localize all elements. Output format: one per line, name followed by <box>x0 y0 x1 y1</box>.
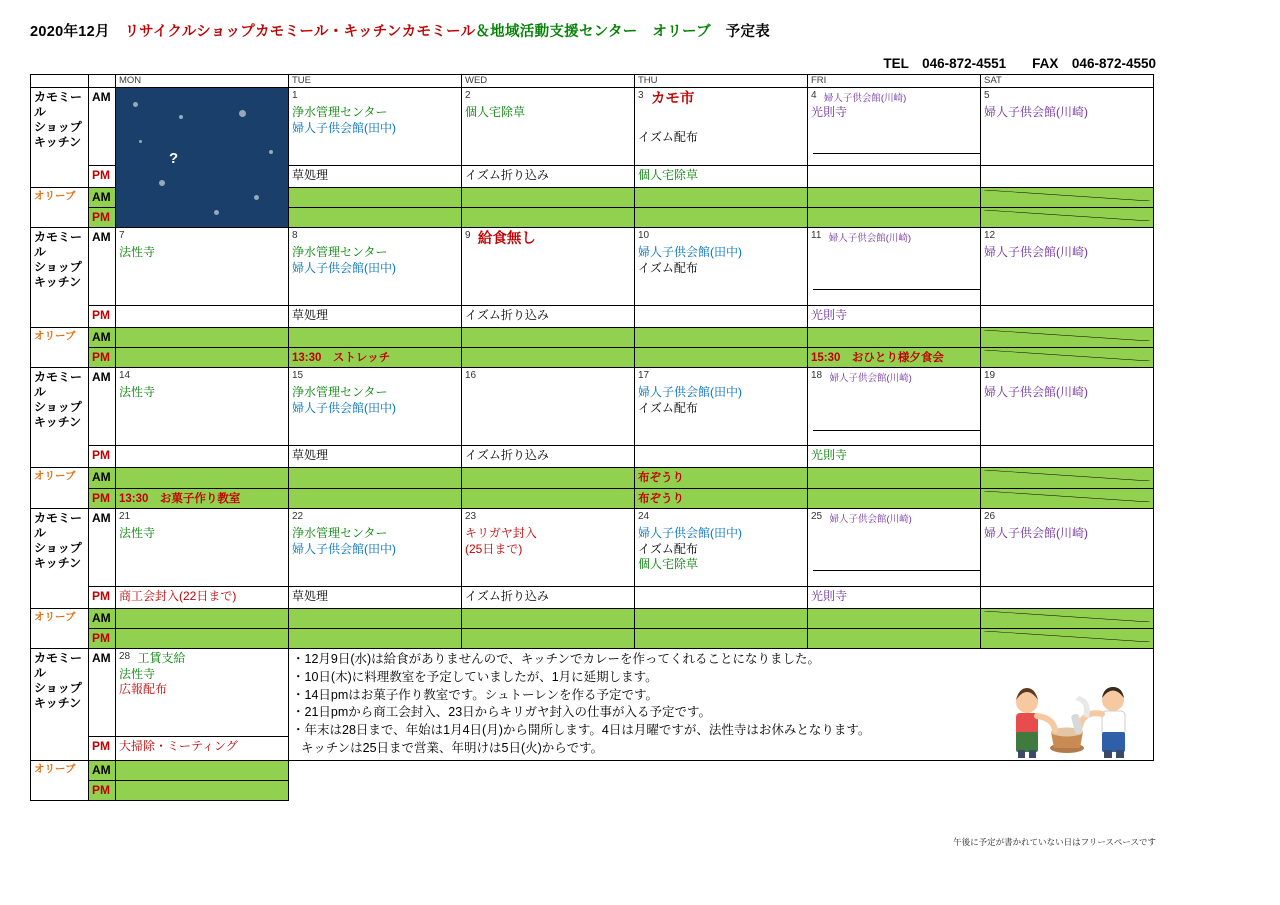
event-text: イズム配布 <box>638 541 698 556</box>
cell-pm-w2-thu <box>635 306 808 328</box>
cell-olive-pm-w4-thu <box>635 629 808 649</box>
cell-pm-w2-sat <box>981 306 1154 328</box>
cell-olive-pm-w3-mon <box>116 488 289 508</box>
event-text: 15:30 おひとり様夕食会 <box>811 352 944 364</box>
event-text: 法性寺 <box>119 385 156 400</box>
event-text: 婦人子供会館(田中) <box>638 385 742 400</box>
cell-olive-am-w3-sat <box>981 468 1154 488</box>
event-text: 婦人子供会館(田中) <box>292 541 396 556</box>
cell-am-w4-fri <box>808 509 981 587</box>
ampm-am-w3: AM <box>89 368 116 446</box>
header-wed: WED <box>462 75 635 88</box>
cell-pm-w4-thu <box>635 587 808 609</box>
header-fri: FRI <box>808 75 981 88</box>
cell-pm-w1-fri <box>808 166 981 188</box>
footnote-text: 午後に予定が書かれていない日はフリースペースです <box>953 837 1156 847</box>
event-text: 婦人子供会館(川崎) <box>823 93 907 104</box>
day-number: 5 <box>984 90 990 101</box>
event-text: 浄水管理センター <box>292 105 388 119</box>
cell-olive-pm-w4-sat <box>981 629 1154 649</box>
cell-olive-pm-w4-tue <box>289 629 462 649</box>
page-title-suffix: 予定表 <box>725 24 771 40</box>
cell-olive-pm-w1-tue <box>289 208 462 228</box>
row-label-olive-w3: オリーブ <box>31 468 89 509</box>
event-text: 大掃除・ミーティング <box>119 739 238 754</box>
day-number: 3 <box>638 90 644 101</box>
note-item: ・14日pmはお菓子作り教室です。シュトーレンを作る予定です。 <box>292 687 658 702</box>
cell-am-w3-tue <box>289 368 462 446</box>
cell-pm-w3-mon <box>116 446 289 468</box>
day-number: 22 <box>292 511 304 523</box>
fax-number: FAX 046-872-4550 <box>1032 56 1156 71</box>
blank-filler-area <box>289 760 1154 800</box>
week-3-pm-row <box>31 446 1154 468</box>
event-text: 光則寺 <box>811 589 848 604</box>
note-item: ・年末は28日まで、年始は1月4日(月)から開所します。4日は月曜ですが、法性寺はお休みとなります。 <box>292 723 871 738</box>
cell-pm-w3-thu <box>635 446 808 468</box>
cell-pm-w1-tue <box>289 166 462 188</box>
ampm-pm-w4: PM <box>89 587 116 609</box>
cell-olive-pm-w3-thu <box>635 488 808 508</box>
event-text: 草処理 <box>292 448 329 463</box>
day-number: 26 <box>984 511 996 523</box>
cell-pm-w4-sat <box>981 587 1154 609</box>
cell-am-w2-thu <box>635 228 808 306</box>
cell-olive-am-w2-fri <box>808 328 981 348</box>
week-4-am-row <box>31 509 1154 587</box>
header-blank-label <box>31 75 89 88</box>
row-label-olive-w4: オリーブ <box>31 609 89 649</box>
cell-pm-w1-thu <box>635 166 808 188</box>
cell-olive-pm-w4-fri <box>808 629 981 649</box>
event-text: 工賃支給 <box>137 651 186 666</box>
cell-pm-w5-mon <box>116 737 289 761</box>
note-item: ・12月9日(水)は給食がありませんので、キッチンでカレーを作ってくれることになりました。 <box>292 652 821 667</box>
cell-olive-am-w1-fri <box>808 188 981 208</box>
cell-olive-pm-w2-tue <box>289 348 462 368</box>
event-text: イズム折り込み <box>465 168 549 182</box>
cell-pm-w1-wed <box>462 166 635 188</box>
ampm-pm-olive-w2: PM <box>89 348 116 368</box>
cell-olive-am-w1-tue <box>289 188 462 208</box>
day-number: 19 <box>984 370 996 382</box>
day-number: 25 <box>811 511 823 523</box>
cell-am-w1-fri <box>808 88 981 166</box>
row-label-kamomiru-w3: カモミール ショップ キッチン <box>31 368 89 468</box>
cell-am-w3-fri <box>808 368 981 446</box>
event-text: イズム配布 <box>638 400 698 415</box>
cell-pm-w3-wed <box>462 446 635 468</box>
cell-olive-am-w4-sat <box>981 609 1154 629</box>
cell-pm-w3-sat <box>981 446 1154 468</box>
note-item: ・10日(木)に料理教室を予定していましたが、1月に延期します。 <box>292 669 658 684</box>
event-text: 浄水管理センター <box>292 526 388 541</box>
cell-olive-pm-w2-mon <box>116 348 289 368</box>
ampm-pm-olive-w4: PM <box>89 629 116 649</box>
day-number: 8 <box>292 230 298 241</box>
event-text: 個人宅除草 <box>638 168 699 182</box>
event-text: イズム折り込み <box>465 308 549 322</box>
cell-olive-pm-w3-wed <box>462 488 635 508</box>
note-item: ・21日pmから商工会封入、23日からキリガヤ封入の仕事が入る予定です。 <box>292 705 712 720</box>
cell-olive-am-w3-fri <box>808 468 981 488</box>
row-label-kamomiru-w4: カモミール ショップ キッチン <box>31 509 89 609</box>
event-text: 婦人子供会館(川崎) <box>984 526 1088 541</box>
cell-am-w3-sat <box>981 368 1154 446</box>
event-text: 個人宅除草 <box>638 557 699 572</box>
cell-am-w4-thu <box>635 509 808 587</box>
cell-olive-pm-w2-fri <box>808 348 981 368</box>
day-number: 16 <box>465 370 477 382</box>
event-text: イズム折り込み <box>465 448 549 463</box>
cell-olive-am-w4-mon <box>116 609 289 629</box>
event-text: 草処理 <box>292 308 329 322</box>
cell-olive-am-w4-wed <box>462 609 635 629</box>
day-number: 17 <box>638 370 650 382</box>
cell-olive-pm-w5-mon <box>116 780 289 800</box>
cell-olive-am-w3-thu <box>635 468 808 488</box>
day-number: 2 <box>465 90 471 101</box>
event-text: 浄水管理センター <box>292 385 388 400</box>
cell-olive-pm-w3-tue <box>289 488 462 508</box>
event-text: 婦人子供会館(川崎) <box>984 105 1088 119</box>
cell-pm-w2-fri <box>808 306 981 328</box>
cell-am-w2-sat <box>981 228 1154 306</box>
cell-pm-w4-wed <box>462 587 635 609</box>
day-number: 11 <box>811 230 822 241</box>
day-number: 28 <box>119 651 131 663</box>
cell-olive-am-w3-wed <box>462 468 635 488</box>
two-people-with-mortar-illustration <box>995 680 1145 758</box>
event-text: 婦人子供会館(川崎) <box>828 233 912 244</box>
schedule-table <box>30 74 1154 801</box>
event-text: 婦人子供会館(田中) <box>638 526 742 541</box>
event-text: 婦人子供会館(田中) <box>638 245 742 259</box>
cell-pm-w4-tue <box>289 587 462 609</box>
event-text: 婦人子供会館(田中) <box>292 260 396 275</box>
duration-arrow-icon <box>811 424 977 438</box>
event-text: 個人宅除草 <box>465 105 526 119</box>
event-text: イズム配布 <box>638 260 698 275</box>
cell-am-w1-wed <box>462 88 635 166</box>
ampm-pm-olive-w5: PM <box>89 780 116 800</box>
cell-am-w4-sat <box>981 509 1154 587</box>
event-text: 婦人子供会館(川崎) <box>984 385 1088 400</box>
cell-pm-w1-sat <box>981 166 1154 188</box>
page-title-center: ＆地域活動支援センター オリーブ <box>475 24 726 40</box>
week-5-olive-am-row <box>31 760 1154 780</box>
event-text: 法性寺 <box>119 245 156 259</box>
day-number: 23 <box>465 511 477 523</box>
cell-olive-am-w3-tue <box>289 468 462 488</box>
day-number: 10 <box>638 230 650 241</box>
row-label-kamomiru-w5: カモミール ショップ キッチン <box>31 649 89 761</box>
cell-am-w2-wed <box>462 228 635 306</box>
cell-am-w1-sat <box>981 88 1154 166</box>
day-number: 15 <box>292 370 304 382</box>
day-number: 14 <box>119 370 131 382</box>
cell-olive-pm-w3-fri <box>808 488 981 508</box>
event-text: 浄水管理センター <box>292 245 388 259</box>
cell-olive-pm-w1-sat <box>981 208 1154 228</box>
week-5-am-row <box>31 649 1154 737</box>
event-text: 広報配布 <box>119 682 168 697</box>
cell-olive-pm-w4-mon <box>116 629 289 649</box>
cell-am-w3-mon <box>116 368 289 446</box>
event-text: 13:30 お菓子作り教室 <box>119 492 241 505</box>
ampm-pm-w1: PM <box>89 166 116 188</box>
ampm-am-olive-w2: AM <box>89 328 116 348</box>
week-3-olive-am-row <box>31 468 1154 488</box>
cell-olive-am-w4-thu <box>635 609 808 629</box>
ampm-pm-olive-w3: PM <box>89 488 116 508</box>
event-text: 給食無し <box>477 231 536 247</box>
week-3-am-row <box>31 368 1154 446</box>
event-text: キリガヤ封入 <box>465 526 537 541</box>
duration-arrow-icon <box>811 147 977 161</box>
cell-am-w4-mon <box>116 509 289 587</box>
cell-am-w4-wed <box>462 509 635 587</box>
ampm-am-w4: AM <box>89 509 116 587</box>
event-text: 布ぞうり <box>638 472 684 485</box>
cell-am-w3-thu <box>635 368 808 446</box>
event-text: イズム折り込み <box>465 589 549 604</box>
ampm-pm-olive-w1: PM <box>89 208 116 228</box>
day-number: 18 <box>811 370 823 382</box>
day-number: 1 <box>292 90 298 101</box>
event-text: 光則寺 <box>811 308 848 322</box>
cell-olive-pm-w2-wed <box>462 348 635 368</box>
day-number: 12 <box>984 230 996 241</box>
ampm-am-olive-w3: AM <box>89 468 116 488</box>
cell-olive-pm-w1-fri <box>808 208 981 228</box>
ampm-am-w1: AM <box>89 88 116 166</box>
event-text: 光則寺 <box>811 105 848 120</box>
week-1-am-row <box>31 88 1154 166</box>
header-sat: SAT <box>981 75 1154 88</box>
cell-olive-am-w1-thu <box>635 188 808 208</box>
ampm-pm-w3: PM <box>89 446 116 468</box>
notes-block <box>289 649 1154 761</box>
cell-am-w2-mon <box>116 228 289 306</box>
event-text: カモ市 <box>650 91 695 107</box>
week-2-pm-row <box>31 306 1154 328</box>
row-label-kamomiru-w2: カモミール ショップ キッチン <box>31 228 89 328</box>
event-text: 光則寺 <box>811 448 848 463</box>
event-text: 婦人子供会館(田中) <box>292 120 396 135</box>
telephone-number: TEL 046-872-4551 <box>883 56 1007 71</box>
header-thu: THU <box>635 75 808 88</box>
day-number: 4 <box>811 90 817 101</box>
cell-olive-am-w4-fri <box>808 609 981 629</box>
christmas-tree-illustration: ? <box>116 88 289 228</box>
cell-pm-w3-fri <box>808 446 981 468</box>
week-2-am-row <box>31 228 1154 306</box>
event-text: 13:30 ストレッチ <box>292 352 391 364</box>
cell-olive-pm-w2-thu <box>635 348 808 368</box>
cell-olive-pm-w1-thu <box>635 208 808 228</box>
event-text: 婦人子供会館(川崎) <box>829 514 912 526</box>
week-4-pm-row <box>31 587 1154 609</box>
week-4-olive-pm-row <box>31 629 1154 649</box>
ampm-am-olive-w5: AM <box>89 760 116 780</box>
cell-pm-w4-mon <box>116 587 289 609</box>
cell-am-w1-thu <box>635 88 808 166</box>
cell-olive-am-w2-thu <box>635 328 808 348</box>
cell-am-w3-wed <box>462 368 635 446</box>
ampm-am-w5: AM <box>89 649 116 737</box>
table-header-row <box>31 75 1154 88</box>
cell-olive-pm-w3-sat <box>981 488 1154 508</box>
row-label-olive-w2: オリーブ <box>31 328 89 368</box>
cell-am-w5-mon <box>116 649 289 737</box>
header-tue: TUE <box>289 75 462 88</box>
ampm-pm-w2: PM <box>89 306 116 328</box>
week-4-olive-am-row <box>31 609 1154 629</box>
event-text: 法性寺 <box>119 666 156 681</box>
page-title-month: 2020年12月 <box>30 24 125 40</box>
row-label-olive-w1: オリーブ <box>31 188 89 228</box>
cell-olive-am-w4-tue <box>289 609 462 629</box>
cell-am-w1-tue <box>289 88 462 166</box>
cell-pm-w2-wed <box>462 306 635 328</box>
cell-olive-am-w2-tue <box>289 328 462 348</box>
event-text: 婦人子供会館(川崎) <box>829 373 912 385</box>
contact-info <box>883 52 1156 72</box>
cell-olive-pm-w2-sat <box>981 348 1154 368</box>
cell-olive-am-w2-wed <box>462 328 635 348</box>
week-2-olive-am-row <box>31 328 1154 348</box>
week-3-olive-pm-row <box>31 488 1154 508</box>
duration-arrow-icon <box>811 283 977 297</box>
header-blank-ampm <box>89 75 116 88</box>
ampm-pm-w5: PM <box>89 737 116 761</box>
cell-olive-am-w1-wed <box>462 188 635 208</box>
cell-olive-pm-w1-wed <box>462 208 635 228</box>
event-text: 婦人子供会館(川崎) <box>984 245 1088 259</box>
cell-am-w4-tue <box>289 509 462 587</box>
day-number: 7 <box>119 230 125 241</box>
cell-am-w2-tue <box>289 228 462 306</box>
event-text: 婦人子供会館(田中) <box>292 400 396 415</box>
page-title <box>30 20 770 41</box>
cell-pm-w3-tue <box>289 446 462 468</box>
cell-olive-am-w5-mon <box>116 760 289 780</box>
row-label-olive-w5: オリーブ <box>31 760 89 800</box>
cell-pm-w2-mon <box>116 306 289 328</box>
event-text: 草処理 <box>292 168 329 182</box>
ampm-am-w2: AM <box>89 228 116 306</box>
event-text: 商工会封入(22日まで) <box>119 589 237 604</box>
cell-pm-w4-fri <box>808 587 981 609</box>
cell-pm-w2-tue <box>289 306 462 328</box>
event-text: 布ぞうり <box>638 492 684 505</box>
day-number: 24 <box>638 511 650 523</box>
event-text: 草処理 <box>292 589 329 604</box>
page-title-shop: リサイクルショップカモミール・キッチンカモミール <box>124 24 476 40</box>
event-text: (25日まで) <box>465 541 523 556</box>
duration-arrow-icon <box>811 564 977 578</box>
day-number: 21 <box>119 511 131 523</box>
cell-olive-am-w2-sat <box>981 328 1154 348</box>
cell-olive-am-w1-sat <box>981 188 1154 208</box>
header-mon: MON <box>116 75 289 88</box>
ampm-am-olive-w4: AM <box>89 609 116 629</box>
cell-olive-am-w2-mon <box>116 328 289 348</box>
cell-olive-am-w3-mon <box>116 468 289 488</box>
note-item: キッチンは25日まで営業、年明けは5日(火)からです。 <box>301 740 604 755</box>
cell-am-w2-fri <box>808 228 981 306</box>
cell-olive-pm-w4-wed <box>462 629 635 649</box>
event-text: イズム配布 <box>638 130 698 145</box>
row-label-kamomiru-w1: カモミール ショップ キッチン <box>31 88 89 188</box>
week-2-olive-pm-row <box>31 348 1154 368</box>
day-number: 9 <box>465 230 471 241</box>
ampm-am-olive-w1: AM <box>89 188 116 208</box>
event-text: 法性寺 <box>119 526 156 541</box>
